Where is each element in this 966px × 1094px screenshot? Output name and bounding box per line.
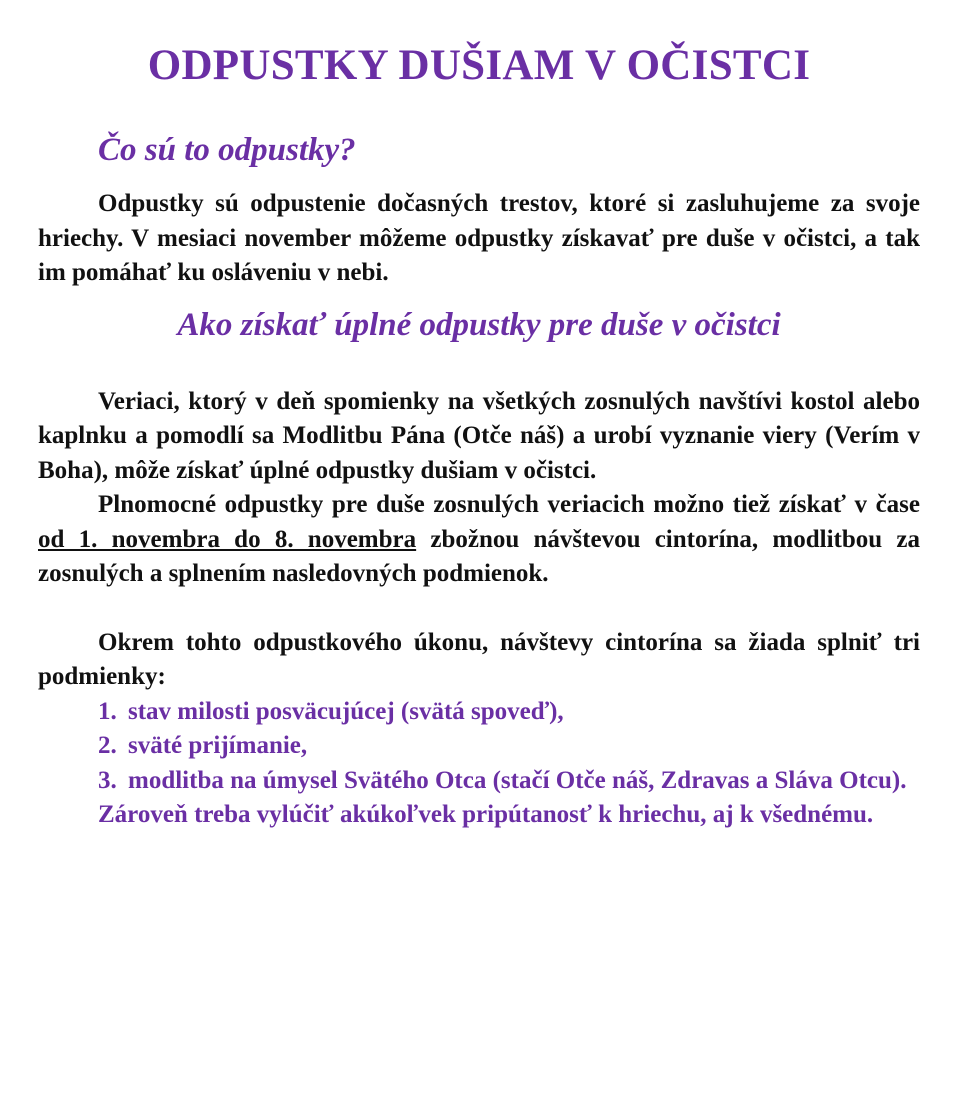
list-item-number: 3. [98, 766, 117, 794]
section-heading-what-are-indulgences: Čo sú to odpustky? [98, 132, 356, 168]
list-item [98, 695, 920, 730]
list-item [98, 764, 920, 799]
list-item-text: sväté prijímanie, [128, 732, 308, 759]
paragraph-november-period-end: zbožnou návštevou cintorína, modlitbou za zosnulých a splnením nasledovných podmienok. [38, 525, 920, 587]
paragraph-november-period-start: Plnomocné odpustky pre duše zosnulých veriacich možno tiež získať v čase [98, 491, 920, 518]
list-item-text: modlitba na úmysel Svätého Otca (stačí Otče náš, Zdravas a Sláva Otcu). [128, 766, 907, 794]
paragraph-definition: Odpustky sú odpustenie dočasných trestov, ktoré si zasluhujeme za svoje hriechy. V mesiaci november môžeme odpustky získavať pre duše v očistci, a tak im pomáhať ku osláveniu v nebi. [38, 190, 920, 286]
paragraph-conditions-intro: Okrem tohto odpustkového úkonu, návštevy cintorína sa žiada splniť tri podmienky: [38, 628, 920, 690]
date-range-underlined: od 1. novembra do 8. novembra [38, 525, 417, 553]
paragraph-november-period [38, 488, 920, 592]
list-item-number: 2. [98, 732, 117, 759]
conditions-list [38, 695, 920, 799]
paragraph-all-souls-day: Veriaci, ktorý v deň spomienky na všetkých zosnulých navštívi kostol alebo kaplnku a pomodlí sa Modlitbu Pána (Otče náš) a urobí vyznanie viery (Verím v Boha), môže získať úplné odpustky dušiam v očistci. [38, 387, 920, 484]
document-page [38, 0, 920, 833]
list-item [98, 729, 920, 764]
page-title: ODPUSTKY DUŠIAM V OČISTCI [147, 42, 811, 89]
list-item-text: stav milosti posväcujúcej (svätá spoveď), [128, 697, 564, 725]
closing-note: Zároveň treba vylúčiť akúkoľvek pripútanosť k hriechu, aj k všednému. [98, 801, 874, 828]
list-item-number: 1. [98, 697, 117, 725]
section-heading-how-to-obtain: Ako získať úplné odpustky pre duše v očistci [177, 306, 781, 343]
